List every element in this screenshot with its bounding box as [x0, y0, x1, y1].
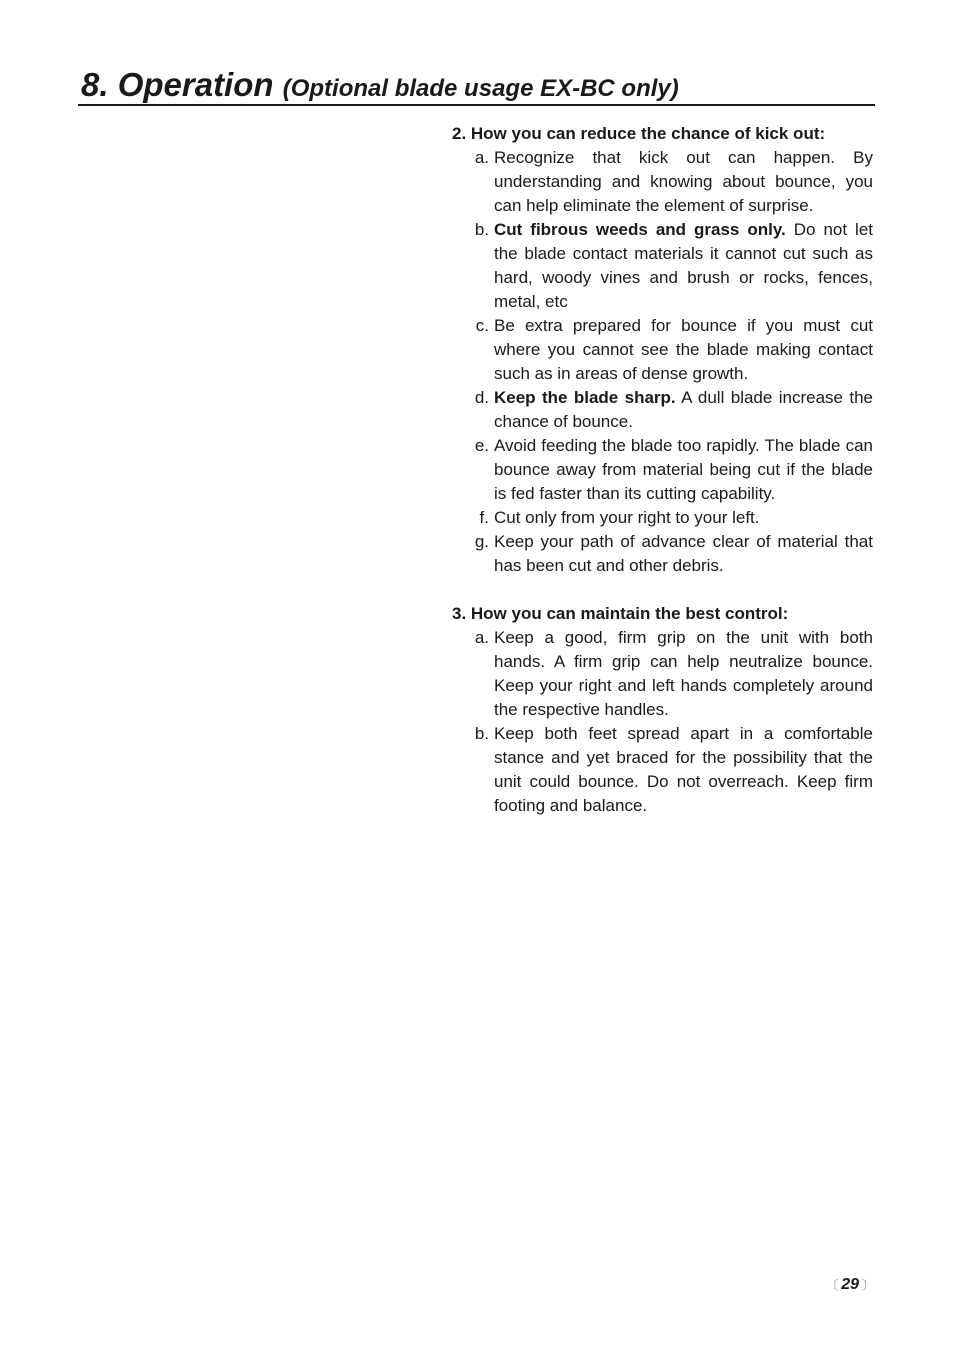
list-marker: b.: [474, 220, 489, 239]
chapter-title: [81, 68, 679, 101]
list-item: [452, 146, 873, 218]
list-item-text: Recognize that kick out can happen. By understanding and knowing about bounce, you can help eliminate the element of surprise.: [494, 148, 873, 215]
list-marker: f.: [479, 508, 489, 527]
list-item-emphasis: Keep the blade sharp.: [494, 388, 676, 407]
page-header: [78, 58, 875, 106]
list-item-text: Keep your path of advance clear of material that has been cut and other debris.: [494, 532, 873, 575]
section-heading: 2. How you can reduce the chance of kick out:: [452, 124, 826, 143]
list-item-text: Do not let the blade contact materials it cannot cut such as hard, woody vines and brush or rocks, fences, metal, etc: [494, 220, 873, 311]
list-marker: g.: [474, 532, 489, 551]
list-item-text: Be extra prepared for bounce if you must cut where you cannot see the blade making contact such as in areas of dense growth.: [494, 316, 873, 383]
main-content: [452, 122, 873, 818]
page-number: [826, 1276, 874, 1294]
list-item: [452, 218, 873, 314]
section-spacer: [452, 578, 873, 602]
list-marker: a.: [474, 628, 489, 647]
list-marker: d.: [474, 388, 489, 407]
list-item-emphasis: Cut fibrous weeds and grass only.: [494, 220, 786, 239]
list-item: [452, 314, 873, 386]
page-number-bracket-right: 〕: [861, 1278, 874, 1292]
list-item: [452, 506, 873, 530]
list-marker: c.: [475, 316, 489, 335]
list-item: [452, 434, 873, 506]
list-item: [452, 626, 873, 722]
list-item: [452, 722, 873, 818]
section-heading: 3. How you can maintain the best control:: [452, 604, 789, 623]
chapter-subtitle: (Optional blade usage EX-BC only): [282, 75, 679, 102]
list-item-text: Keep both feet spread apart in a comfortable stance and yet braced for the possibility that the unit could bounce. Do not overreach. Keep firm footing and balance.: [494, 724, 873, 815]
list-item-text: A dull blade increase the chance of bounce.: [494, 388, 873, 431]
kick-out-list: [452, 146, 873, 578]
list-marker: b.: [474, 724, 489, 743]
list-marker: a.: [474, 148, 489, 167]
list-marker: e.: [474, 436, 489, 455]
list-item-text: Cut only from your right to your left.: [494, 508, 760, 527]
page-number-value: 29: [841, 1276, 859, 1293]
control-list: [452, 626, 873, 818]
chapter-title-text: 8. Operation: [81, 66, 274, 103]
list-item: [452, 386, 873, 434]
list-item-text: Avoid feeding the blade too rapidly. The blade can bounce away from material being cut if the blade is fed faster than its cutting capability.: [494, 436, 873, 503]
page-number-bracket-left: 〔: [826, 1278, 839, 1292]
list-item: [452, 530, 873, 578]
list-item-text: Keep a good, firm grip on the unit with both hands. A firm grip can help neutralize bounce. Keep your right and left hands completely around the respective handles.: [494, 628, 873, 719]
